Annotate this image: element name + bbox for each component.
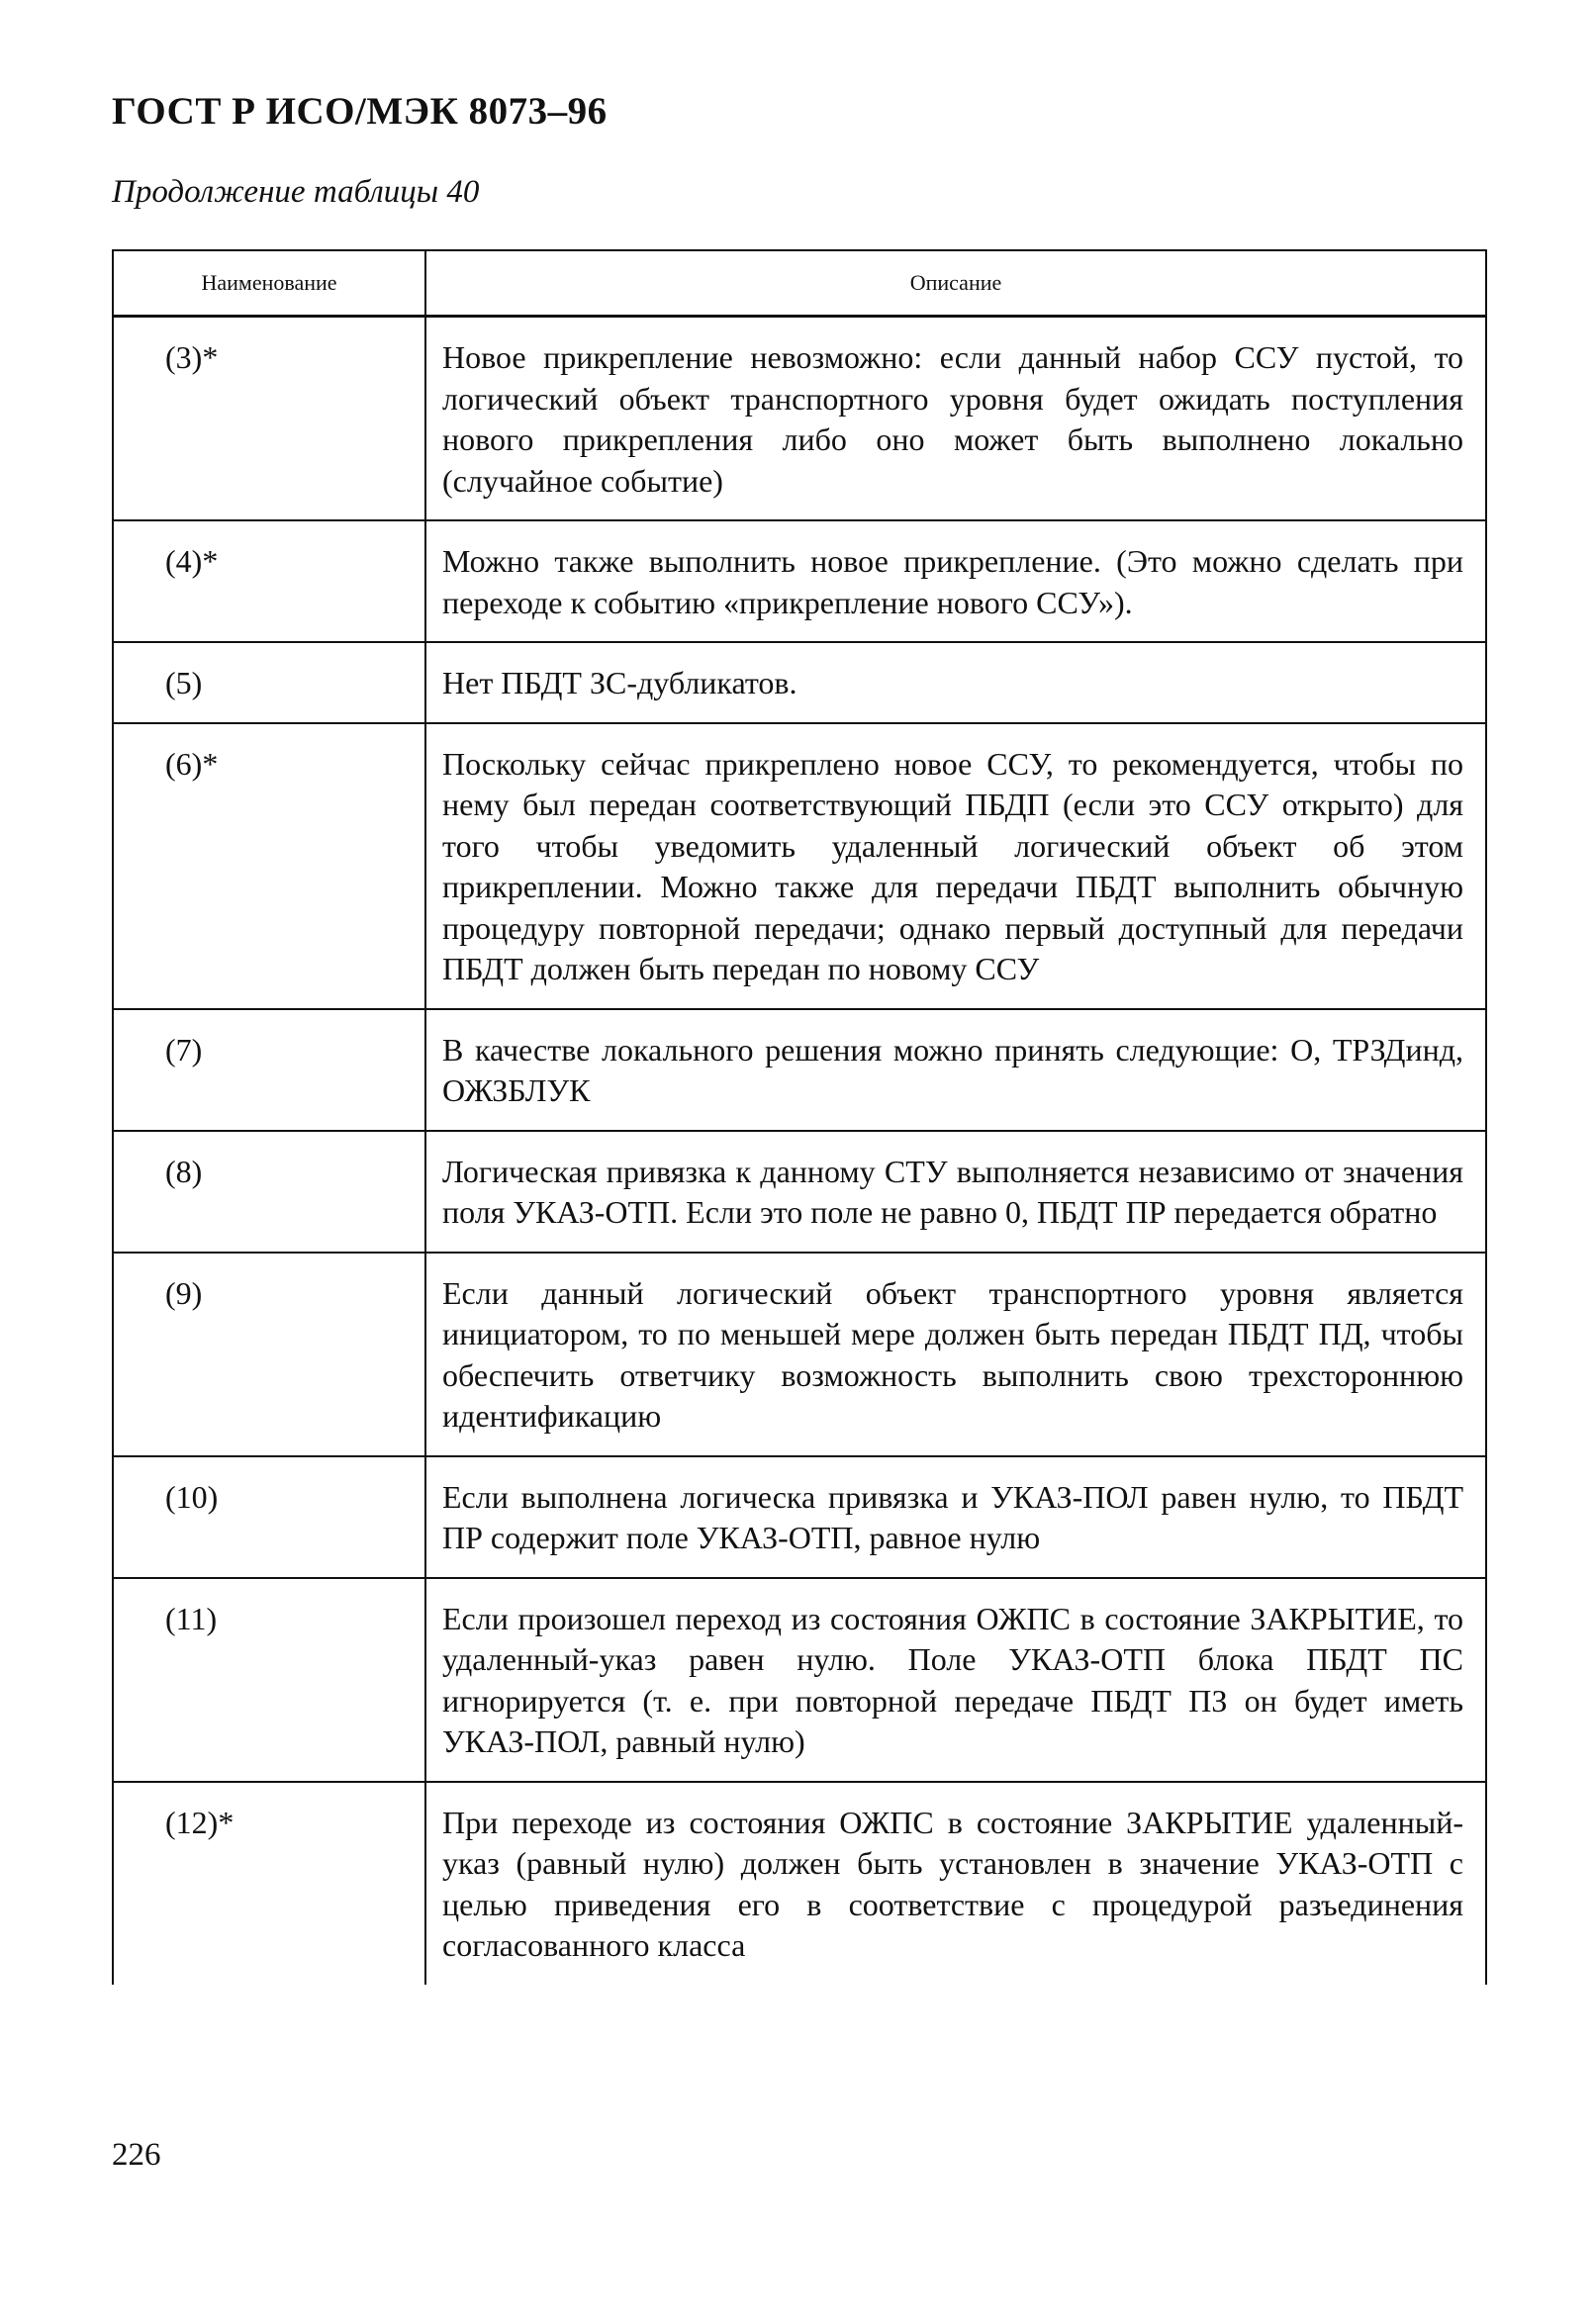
table-caption: Продолжение таблицы 40	[112, 174, 480, 210]
row-description: Поскольку сейчас прикреплено новое ССУ, то рекомендуется, чтобы по нему был передан соответствующий ПБДП (если это ССУ открыто) для того чтобы уведомить удаленный логический объект об этом прикреплении. Можно также для передачи ПБДТ выполнить обычную процедуру повторной передачи; однако первый доступный для передачи ПБДТ должен быть передан по новому ССУ	[425, 723, 1486, 1009]
table-row	[113, 1578, 1486, 1782]
row-description: Если произошел переход из состояния ОЖПС в состояние ЗАКРЫТИЕ, то удаленный-указ равен нулю. Поле УКАЗ-ОТП блока ПБДТ ПС игнорируется (т. е. при повторной передаче ПБДТ ПЗ он будет иметь УКАЗ-ПОЛ, равный нулю)	[425, 1578, 1486, 1782]
row-description: Можно также выполнить новое прикрепление. (Это можно сделать при переходе к событию «прикрепление нового ССУ»).	[425, 520, 1486, 642]
row-description: Если данный логический объект транспортного уровня является инициатором, то по меньшей мере должен быть передан ПБДТ ПД, чтобы обеспечить ответчику возможность выполнить свою трехстороннюю идентификацию	[425, 1253, 1486, 1456]
table-row	[113, 723, 1486, 1009]
document-title: ГОСТ Р ИСО/МЭК 8073–96	[112, 90, 608, 133]
table-row	[113, 1456, 1486, 1578]
row-description: В качестве локального решения можно принять следующие: О, ТРЗДинд, ОЖЗБЛУК	[425, 1009, 1486, 1131]
page-number: 226	[112, 2137, 161, 2173]
column-header-description: Описание	[425, 250, 1486, 317]
description-table	[112, 249, 1487, 1985]
row-name: (12)*	[113, 1782, 425, 1985]
row-name: (4)*	[113, 520, 425, 642]
row-description: Новое прикрепление невозможно: если данный набор ССУ пустой, то логический объект транспортного уровня будет ожидать поступления нового прикрепления либо оно может быть выполнено локально (случайное событие)	[425, 317, 1486, 521]
table-row	[113, 1009, 1486, 1131]
table-row	[113, 520, 1486, 642]
column-header-name: Наименование	[113, 250, 425, 317]
row-description: При переходе из состояния ОЖПС в состояние ЗАКРЫТИЕ удаленный-указ (равный нулю) должен быть установлен в значение УКАЗ-ОТП с целью приведения его в соответствие с процедурой разъединения согласованного класса	[425, 1782, 1486, 1985]
row-description: Если выполнена логическа привязка и УКАЗ-ПОЛ равен нулю, то ПБДТ ПР содержит поле УКАЗ-ОТП, равное нулю	[425, 1456, 1486, 1578]
table-row	[113, 317, 1486, 521]
table-row	[113, 1253, 1486, 1456]
row-description: Логическая привязка к данному СТУ выполняется независимо от значения поля УКАЗ-ОТП. Если это поле не равно 0, ПБДТ ПР передается обратно	[425, 1131, 1486, 1253]
row-name: (8)	[113, 1131, 425, 1253]
table-row	[113, 1131, 1486, 1253]
row-name: (6)*	[113, 723, 425, 1009]
table-header-row	[113, 250, 1486, 317]
row-name: (10)	[113, 1456, 425, 1578]
row-description: Нет ПБДТ ЗС-дубликатов.	[425, 642, 1486, 723]
row-name: (9)	[113, 1253, 425, 1456]
row-name: (5)	[113, 642, 425, 723]
row-name: (7)	[113, 1009, 425, 1131]
table-row	[113, 642, 1486, 723]
table-row	[113, 1782, 1486, 1985]
row-name: (3)*	[113, 317, 425, 521]
row-name: (11)	[113, 1578, 425, 1782]
